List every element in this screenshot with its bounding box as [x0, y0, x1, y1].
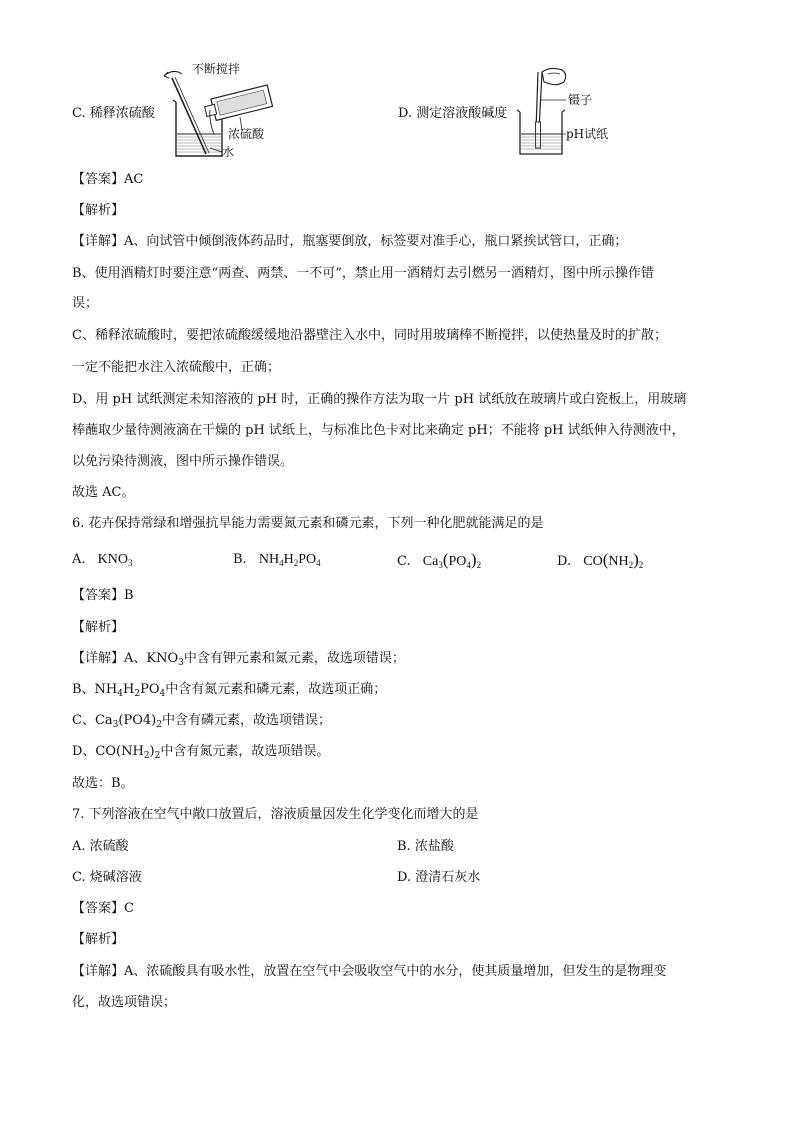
q5-answer: 【答案】AC: [72, 172, 144, 187]
q6-option-b-letter: B.: [233, 552, 247, 567]
q6-option-a: [72, 550, 133, 570]
q6-detail-c: C、$Ca_3(PO4)_2$中含有磷元素，故选项错误；: [72, 713, 331, 730]
q5-detail-d-line3: 以免污染待测液，图中所示操作错误。: [72, 454, 294, 469]
q7-answer: 【答案】C: [72, 901, 134, 916]
q5-detail-d-line2: 棒蘸取少量待测液滴在干燥的 pH 试纸上，与标准比色卡对比来确定 pH；不能将 pH 试纸伸入待测液中，: [72, 423, 685, 438]
q7-detail-a-line1: 【详解】A、浓硫酸具有吸水性，放置在空气中会吸收空气中的水分，使其质量增加，但发生的是物理变: [72, 964, 667, 979]
q6-option-d-formula: $CO(NH_2)_2$: [583, 550, 644, 570]
stir-label: 不断搅拌: [192, 62, 241, 76]
q6-analysis-heading: 【解析】: [72, 620, 125, 635]
q6-answer: 【答案】B: [72, 588, 134, 603]
q7-stem: 7. 下列溶液在空气中敞口放置后，溶液质量因发生化学变化而增大的是: [72, 807, 479, 822]
q6-option-b: [233, 550, 321, 570]
q5-detail-c-line2: 一定不能把水注入浓硫酸中，正确；: [72, 360, 281, 375]
ph-test-illustration: [514, 64, 574, 160]
option-d-label: D. 测定溶液酸碱度: [398, 106, 508, 121]
ph-paper-label: pH试纸: [566, 127, 609, 141]
water-label: 水: [222, 145, 235, 159]
q6-conclusion: 故选：B。: [72, 776, 134, 791]
acid-label: 浓硫酸: [228, 127, 265, 141]
tweezers-label: 镊子: [568, 93, 593, 107]
q5-detail-c-line1: C、稀释浓硫酸时，要把浓硫酸缓缓地沿器壁注入水中，同时用玻璃棒不断搅拌，以使热量及时的扩散；: [72, 328, 667, 343]
q7-option-a: A. 浓硫酸: [72, 839, 129, 854]
q7-option-d: D. 澄清石灰水: [397, 870, 481, 885]
q6-detail-a: 【详解】A、$KNO_3$中含有钾元素和氮元素，故选项错误；: [72, 651, 405, 668]
q6-option-c-formula: $Ca_3(PO_4)_2$: [422, 550, 482, 570]
q5-detail-d-line1: D、用 pH 试纸测定未知溶液的 pH 时，正确的操作方法为取一片 pH 试纸放在玻璃片或白瓷板上，用玻璃: [72, 392, 687, 407]
option-c-label: C. 稀释浓硫酸: [72, 106, 155, 121]
q5-analysis-heading: 【解析】: [72, 203, 125, 218]
q7-option-c: C. 烧碱溶液: [72, 870, 142, 885]
q6-stem: 6. 花卉保持常绿和增强抗旱能力需要氮元素和磷元素，下列一种化肥就能满足的是: [72, 516, 544, 531]
q6-option-a-letter: A.: [72, 552, 86, 567]
q5-conclusion: 故选 AC。: [72, 485, 135, 500]
q6-option-d-letter: D.: [557, 554, 572, 569]
q6-option-a-formula: $KNO_3$: [97, 552, 133, 568]
q6-detail-b: B、$NH_4H_2PO_4$中含有氮元素和磷元素，故选项正确；: [72, 682, 387, 699]
q7-analysis-heading: 【解析】: [72, 932, 125, 947]
q5-detail-a: 【详解】A、向试管中倾倒液体药品时，瓶塞要倒放，标签要对准手心，瓶口紧挨试管口，正确；: [72, 234, 628, 249]
q6-option-d: [557, 550, 643, 572]
q5-detail-b-line2: 误；: [72, 296, 99, 311]
q6-detail-d: D、$CO(NH_2)_2$中含有氮元素，故选项错误。: [72, 744, 330, 761]
q7-detail-a-line2: 化，故选项错误；: [72, 995, 177, 1010]
q6-option-c: [397, 550, 481, 572]
q6-option-b-formula: $NH_4H_2PO_4$: [258, 552, 321, 568]
q5-detail-b-line1: B、使用酒精灯时要注意“两查、两禁、一不可”，禁止用一酒精灯去引燃另一酒精灯，图中所示操作错: [72, 266, 654, 281]
q6-option-c-letter: C.: [397, 554, 411, 569]
q7-option-b: B. 浓盐酸: [397, 839, 454, 854]
